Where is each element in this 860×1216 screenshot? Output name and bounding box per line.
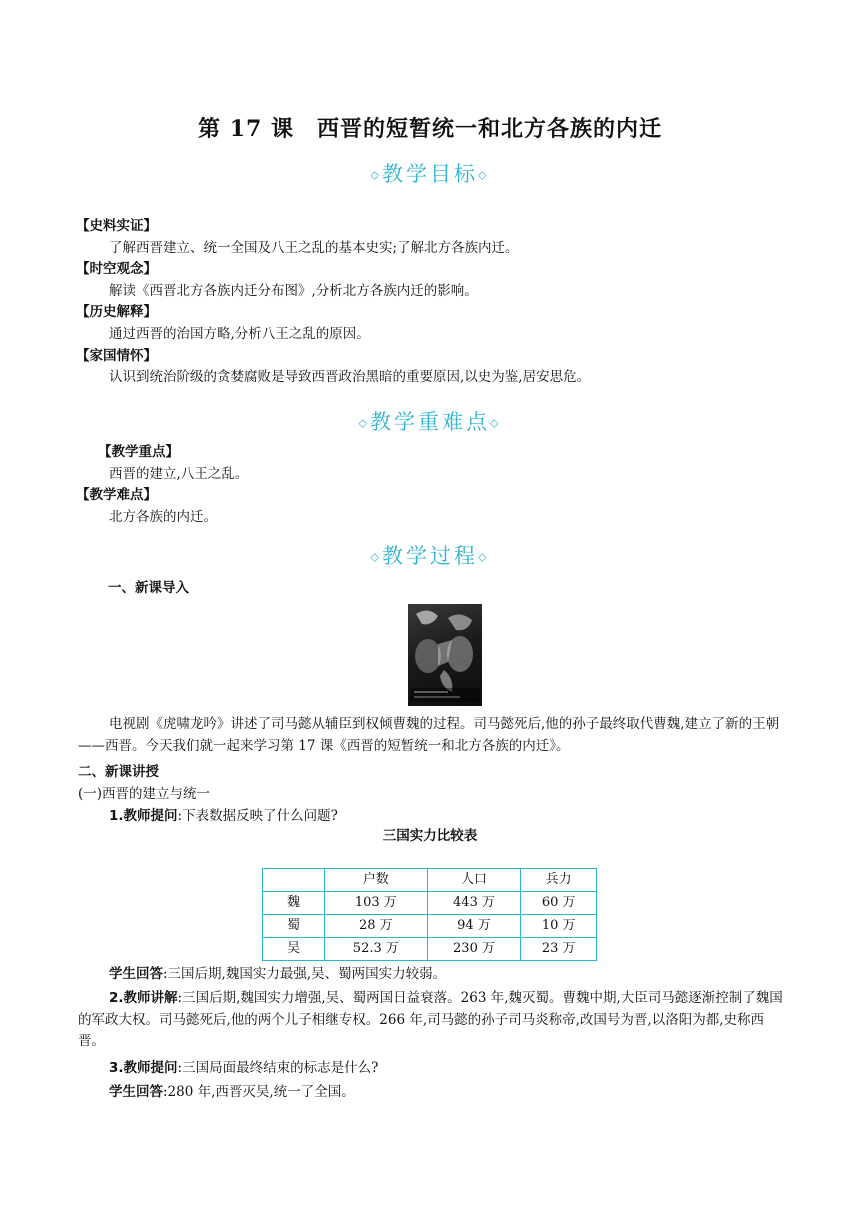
explanation-text: :三国后期,魏国实力增强,吴、蜀两国日益衰落。263 年,魏灭蜀。曹魏中期,大臣司马懿逐渐控制了魏国的军政大权。司马懿死后,他的两个儿子相继专权。266 年,司马懿的孙子司马炎称帝,改国号为晋,以洛阳为都,史称西晋。 [78,990,783,1050]
table-row [263,938,597,961]
table-header-cell: 户数 [325,869,428,892]
answer-label: 学生回答 [109,966,163,982]
diamond-icon: ◇ [370,550,382,564]
sub1-heading: (一)西晋的建立与统一 [78,786,211,802]
objective-label: 【时空观念】 [76,261,157,278]
objective-text: 解读《西晋北方各族内迁分布图》,分析北方各族内迁的影响。 [109,282,478,299]
table-cell: 23 万 [521,938,597,961]
section-heading-process [0,540,860,574]
table-cell: 60 万 [521,892,597,915]
table-header-cell: 兵力 [521,869,597,892]
poster-art [408,604,482,706]
section-heading-objectives [0,158,860,192]
objective-text: 了解西晋建立、统一全国及八王之乱的基本史实;了解北方各族内迁。 [109,239,519,256]
table-cell: 吴 [263,938,325,961]
table-cell: 10 万 [521,915,597,938]
focus-text: 西晋的建立,八王之乱。 [109,465,249,482]
objective-text: 通过西晋的治国方略,分析八王之乱的原因。 [109,325,370,342]
diamond-icon: ◇ [478,168,490,182]
page-title: 第 17 课 西晋的短暂统一和北方各族的内迁 [198,116,662,142]
part2-heading: 二、新课讲授 [78,764,159,780]
table-cell: 230 万 [427,938,521,961]
explanation-2 [78,988,786,1053]
question-1 [109,806,813,828]
table-header-row [263,869,597,892]
answer-label: 学生回答 [109,1084,163,1100]
table-caption: 三国实力比较表 [382,828,478,844]
table-cell: 28 万 [325,915,428,938]
key-points-block [76,442,780,528]
section-heading-text: 教学过程 [382,544,478,568]
strength-comparison-table [262,868,597,961]
answer-3 [109,1082,813,1104]
question-text: :三国局面最终结束的标志是什么? [177,1060,379,1076]
diamond-icon: ◇ [490,416,502,430]
table-header-cell: 人口 [427,869,521,892]
answer-1 [109,964,813,986]
question-label: 1.教师提问 [109,808,178,824]
focus-label: 【教学重点】 [98,444,179,460]
section-heading-key-points [0,406,860,440]
question-text: :下表数据反映了什么问题? [177,808,338,824]
diamond-icon: ◇ [370,168,382,182]
objectives-list [76,216,780,389]
objective-label: 【史料实证】 [76,218,157,234]
objective-text: 认识到统治阶级的贪婪腐败是导致西晋政治黑暗的重要原因,以史为鉴,居安思危。 [109,369,591,386]
section-heading-text: 教学重难点 [370,410,490,434]
table-cell: 103 万 [325,892,428,915]
table-cell: 52.3 万 [325,938,428,961]
table-cell: 魏 [263,892,325,915]
difficulty-text: 北方各族的内迁。 [109,508,217,525]
table-header-cell [263,869,325,892]
objective-label: 【历史解释】 [76,304,157,321]
drama-poster-image [408,604,482,706]
table-row [263,892,597,915]
table-row [263,915,597,938]
table-cell: 94 万 [427,915,521,938]
difficulty-label: 【教学难点】 [76,487,157,504]
objective-label: 【家国情怀】 [76,347,157,364]
diamond-icon: ◇ [358,416,370,430]
diamond-icon: ◇ [478,550,490,564]
table-cell: 蜀 [263,915,325,938]
answer-text: :280 年,西晋灭吴,统一了全国。 [163,1084,355,1100]
answer-text: :三国后期,魏国实力最强,吴、蜀两国实力较弱。 [163,966,447,982]
part1-heading: 一、新课导入 [108,580,189,596]
explanation-label: 2.教师讲解 [109,990,178,1006]
question-label: 3.教师提问 [109,1060,178,1076]
question-3 [109,1058,813,1080]
table-cell: 443 万 [427,892,521,915]
intro-paragraph: 电视剧《虎啸龙吟》讲述了司马懿从辅臣到权倾曹魏的过程。司马懿死后,他的孙子最终取代曹魏,建立了新的王朝——西晋。今天我们就一起来学习第 17 课《西晋的短暂统一和北方各族的内迁》。 [78,716,780,754]
section-heading-text: 教学目标 [382,162,478,186]
